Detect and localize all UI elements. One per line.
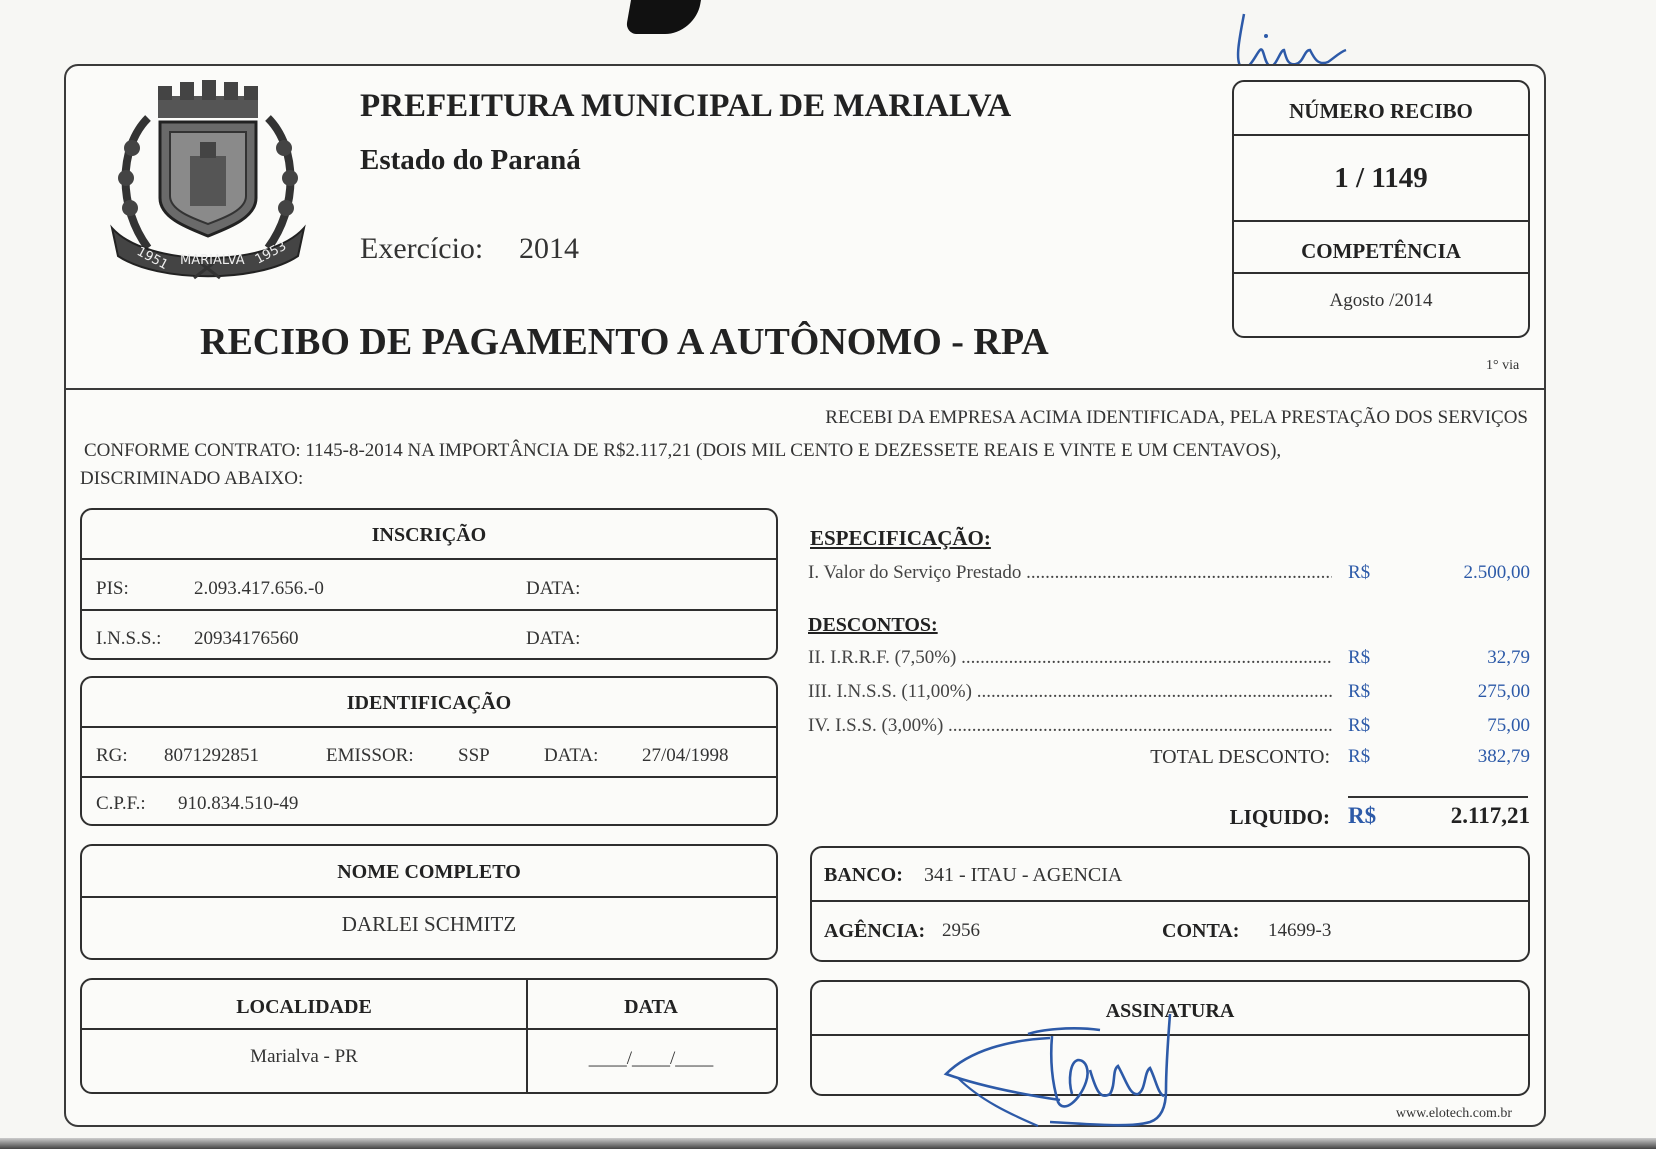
irrf-currency: R$ <box>1348 647 1371 668</box>
inscricao-box <box>80 508 778 660</box>
statement-line-3: DISCRIMINADO ABAIXO: <box>80 468 304 489</box>
document-title: RECIBO DE PAGAMENTO A AUTÔNOMO - RPA <box>200 321 1049 363</box>
competencia-value: Agosto /2014 <box>1329 290 1433 311</box>
item1-value: 2.500,00 <box>1463 562 1530 583</box>
rg-value: 8071292851 <box>164 745 259 766</box>
receipt-number-value: 1 / 1149 <box>1334 162 1428 194</box>
exercicio-label: Exercício: <box>360 232 484 265</box>
data-value: ____/____/____ <box>588 1048 714 1069</box>
footer-website: www.elotech.com.br <box>1395 1106 1512 1121</box>
exercicio-value: 2014 <box>519 232 579 265</box>
id-date-value: 27/04/1998 <box>642 745 729 766</box>
identificacao-box <box>80 676 778 826</box>
banco-value: 341 - ITAU - AGENCIA <box>924 864 1123 886</box>
iss-label: IV. I.S.S. (3,00%) ..... <box>808 715 1332 737</box>
iss-value: 75,00 <box>1487 715 1530 736</box>
banco-box <box>810 846 1530 962</box>
emissor-label: EMISSOR: <box>326 745 414 766</box>
liquido-currency: R$ <box>1348 803 1377 828</box>
inss-date-label: DATA: <box>526 628 581 649</box>
id-date-label: DATA: <box>544 745 599 766</box>
agencia-value: 2956 <box>942 920 980 941</box>
localidade-data-box <box>80 978 778 1094</box>
cpf-value: 910.834.510-49 <box>178 793 299 814</box>
handwritten-signature <box>940 1010 1210 1140</box>
descontos-title: DESCONTOS: <box>808 614 938 636</box>
nome-completo-title: NOME COMPLETO <box>337 861 521 883</box>
scan-smudge <box>625 0 701 34</box>
inss-label: I.N.S.S.: <box>96 628 162 649</box>
rg-label: RG: <box>96 745 128 766</box>
liquido-label: LIQUIDO: <box>1229 805 1330 829</box>
header-divider <box>64 388 1544 390</box>
localidade-title: LOCALIDADE <box>236 996 372 1018</box>
iss-currency: R$ <box>1348 715 1371 736</box>
identificacao-title: IDENTIFICAÇÃO <box>346 692 512 714</box>
conta-label: CONTA: <box>1162 920 1240 942</box>
statement-line-2: CONFORME CONTRATO: 1145-8-2014 NA IMPORTÂNCIA DE R$2.117,21 (DOIS MIL CENTO E DEZESSETE REAIS E VINTE E UM CENTAVOS), <box>84 440 1282 461</box>
total-desconto-label: TOTAL DESCONTO: <box>1150 746 1330 768</box>
municipal-coat-of-arms <box>108 78 308 288</box>
item1-currency: R$ <box>1348 562 1371 583</box>
total-desconto-currency: R$ <box>1348 746 1371 767</box>
irrf-value: 32,79 <box>1487 647 1530 668</box>
data-title: DATA <box>624 996 678 1018</box>
total-desconto-value: 382,79 <box>1477 746 1530 767</box>
especificacao-title: ESPECIFICAÇÃO: <box>810 526 991 550</box>
pis-date-label: DATA: <box>526 578 581 599</box>
inss-discount-value: 275,00 <box>1477 681 1530 702</box>
cpf-label: C.P.F.: <box>96 793 146 814</box>
competencia-label: COMPETÊNCIA <box>1301 239 1461 263</box>
statement-line-1: RECEBI DA EMPRESA ACIMA IDENTIFICADA, PELA PRESTAÇÃO DOS SERVIÇOS <box>825 407 1528 428</box>
institution-title: PREFEITURA MUNICIPAL DE MARIALVA <box>360 88 1012 124</box>
liquido-rule <box>1348 796 1528 798</box>
agencia-label: AGÊNCIA: <box>824 920 926 942</box>
assinatura-title: ASSINATURA <box>1105 1000 1235 1022</box>
pis-label: PIS: <box>96 578 129 599</box>
item1-label: I. Valor do Serviço Prestado ..... <box>808 562 1332 584</box>
banco-label: BANCO: <box>824 864 903 886</box>
scan-bottom-edge <box>0 1138 1656 1149</box>
via-label: 1° via <box>1486 358 1520 373</box>
emissor-value: SSP <box>458 745 490 766</box>
receipt-number-box <box>1232 80 1530 338</box>
inscricao-title: INSCRIÇÃO <box>371 524 487 546</box>
inss-discount-currency: R$ <box>1348 681 1371 702</box>
state-subtitle: Estado do Paraná <box>360 144 581 176</box>
seal-left-year: 1951 <box>134 244 171 274</box>
liquido-value: 2.117,21 <box>1450 803 1530 828</box>
pis-value: 2.093.417.656.-0 <box>194 578 324 599</box>
seal-banner-text: MARIALVA <box>180 253 245 268</box>
conta-value: 14699-3 <box>1268 920 1332 941</box>
inss-value: 20934176560 <box>194 628 299 649</box>
receipt-number-label: NÚMERO RECIBO <box>1289 99 1473 123</box>
seal-right-year: 1953 <box>252 238 290 268</box>
irrf-label: II. I.R.R.F. (7,50%) ..... <box>808 647 1332 669</box>
inss-discount-label: III. I.N.S.S. (11,00%) ..... <box>808 681 1332 703</box>
localidade-value: Marialva - PR <box>250 1046 358 1067</box>
nome-completo-value: DARLEI SCHMITZ <box>341 912 517 936</box>
nome-completo-box <box>80 844 778 960</box>
